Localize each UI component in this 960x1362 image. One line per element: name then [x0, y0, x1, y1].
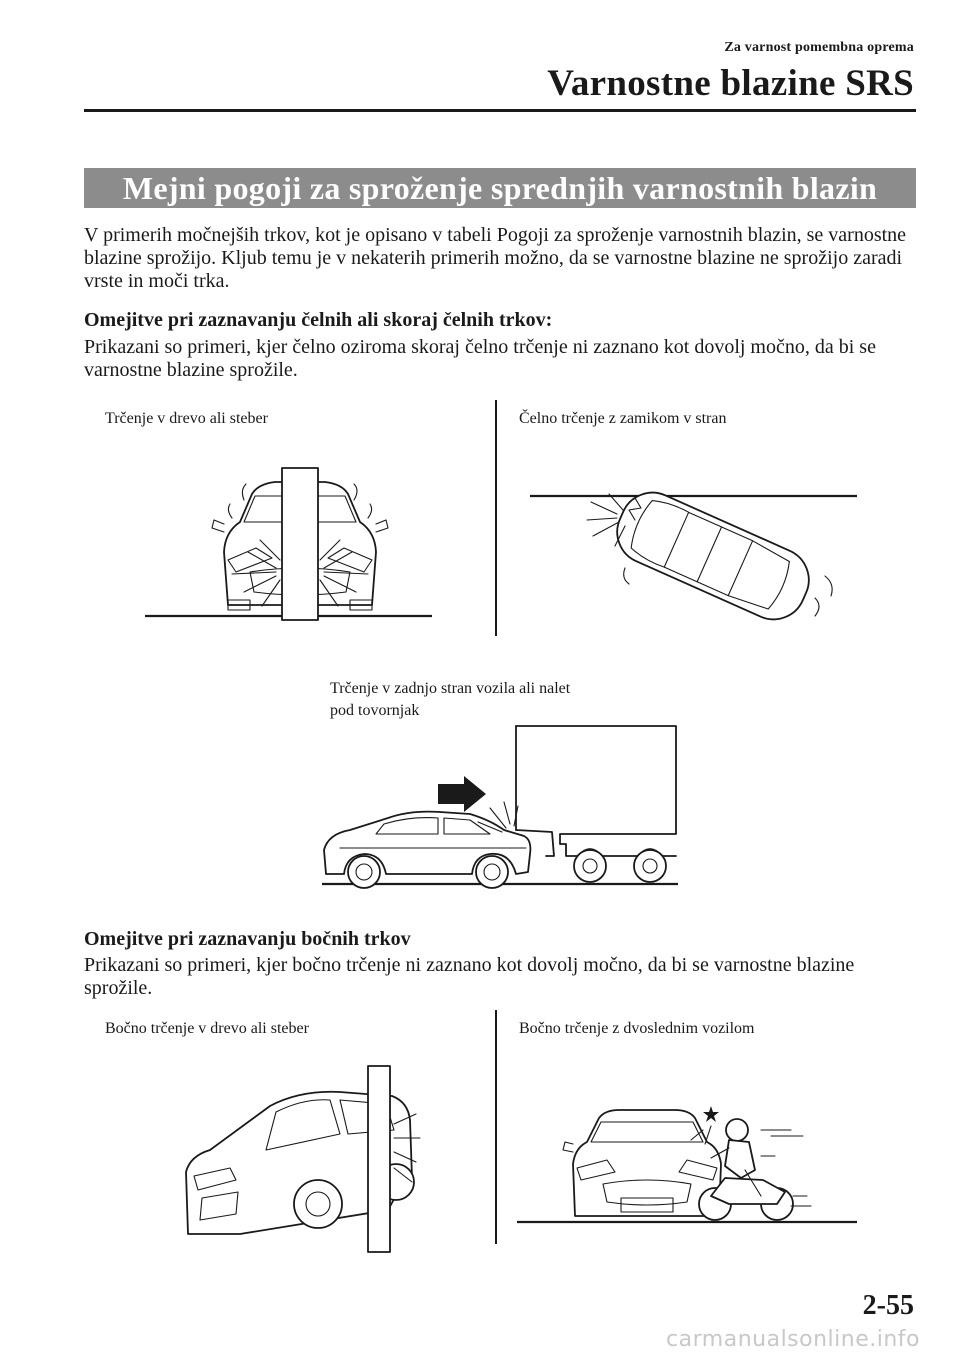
caption-truck-line2: pod tovornjak — [330, 702, 420, 719]
caption-side-moto: Bočno trčenje z dvoslednim vozilom — [519, 1020, 755, 1037]
caption-side-pole: Bočno trčenje v drevo ali steber — [105, 1020, 309, 1037]
caption-truck-line1: Trčenje v zadnjo stran vozila ali nalet — [330, 680, 571, 697]
figure-car-under-truck — [320, 722, 685, 892]
page-number: 2-55 — [862, 1290, 914, 1321]
intro-paragraph: V primerih močnejših trkov, kot je opisano v tabeli Pogoji za sproženje varnostnih blazin, se varnostne blazine sprožijo. Kljub temu je v nekaterih primerih možno, da se varnostne blazine ne sprožijo zaradi vrste in moči trka. — [84, 224, 907, 292]
section-banner: Mejni pogoji za sproženje sprednjih varnostnih blazin — [84, 168, 916, 208]
header-subtitle: Za varnost pomembna oprema — [724, 40, 914, 55]
header-divider — [84, 109, 916, 112]
figure-car-offset-collision — [525, 480, 865, 630]
side-heading: Omejitve pri zaznavanju bočnih trkov — [84, 928, 411, 950]
side-paragraph: Prikazani so primeri, kjer bočno trčenje ni zaznano kot dovolj močno, da bi se varnostne blazine sprožile. — [84, 954, 855, 999]
caption-offset-collision: Čelno trčenje z zamikom v stran — [519, 410, 727, 427]
caption-tree-collision: Trčenje v drevo ali steber — [105, 410, 268, 427]
figure-divider — [495, 400, 497, 636]
page-title: Varnostne blazine SRS — [547, 63, 914, 104]
figure-divider-side — [495, 1010, 497, 1244]
figure-car-pole-side — [180, 1064, 430, 1254]
frontal-heading: Omejitve pri zaznavanju čelnih ali skoraj čelnih trkov: — [84, 309, 553, 331]
figure-car-motorcycle — [515, 1100, 860, 1230]
frontal-paragraph: Prikazani so primeri, kjer čelno oziroma skoraj čelno trčenje ni zaznano kot dovolj močno, da bi se varnostne blazine sprožile. — [84, 336, 876, 381]
watermark: carmanualsonline.info — [666, 1327, 920, 1352]
figure-car-pole-frontal — [140, 460, 440, 630]
